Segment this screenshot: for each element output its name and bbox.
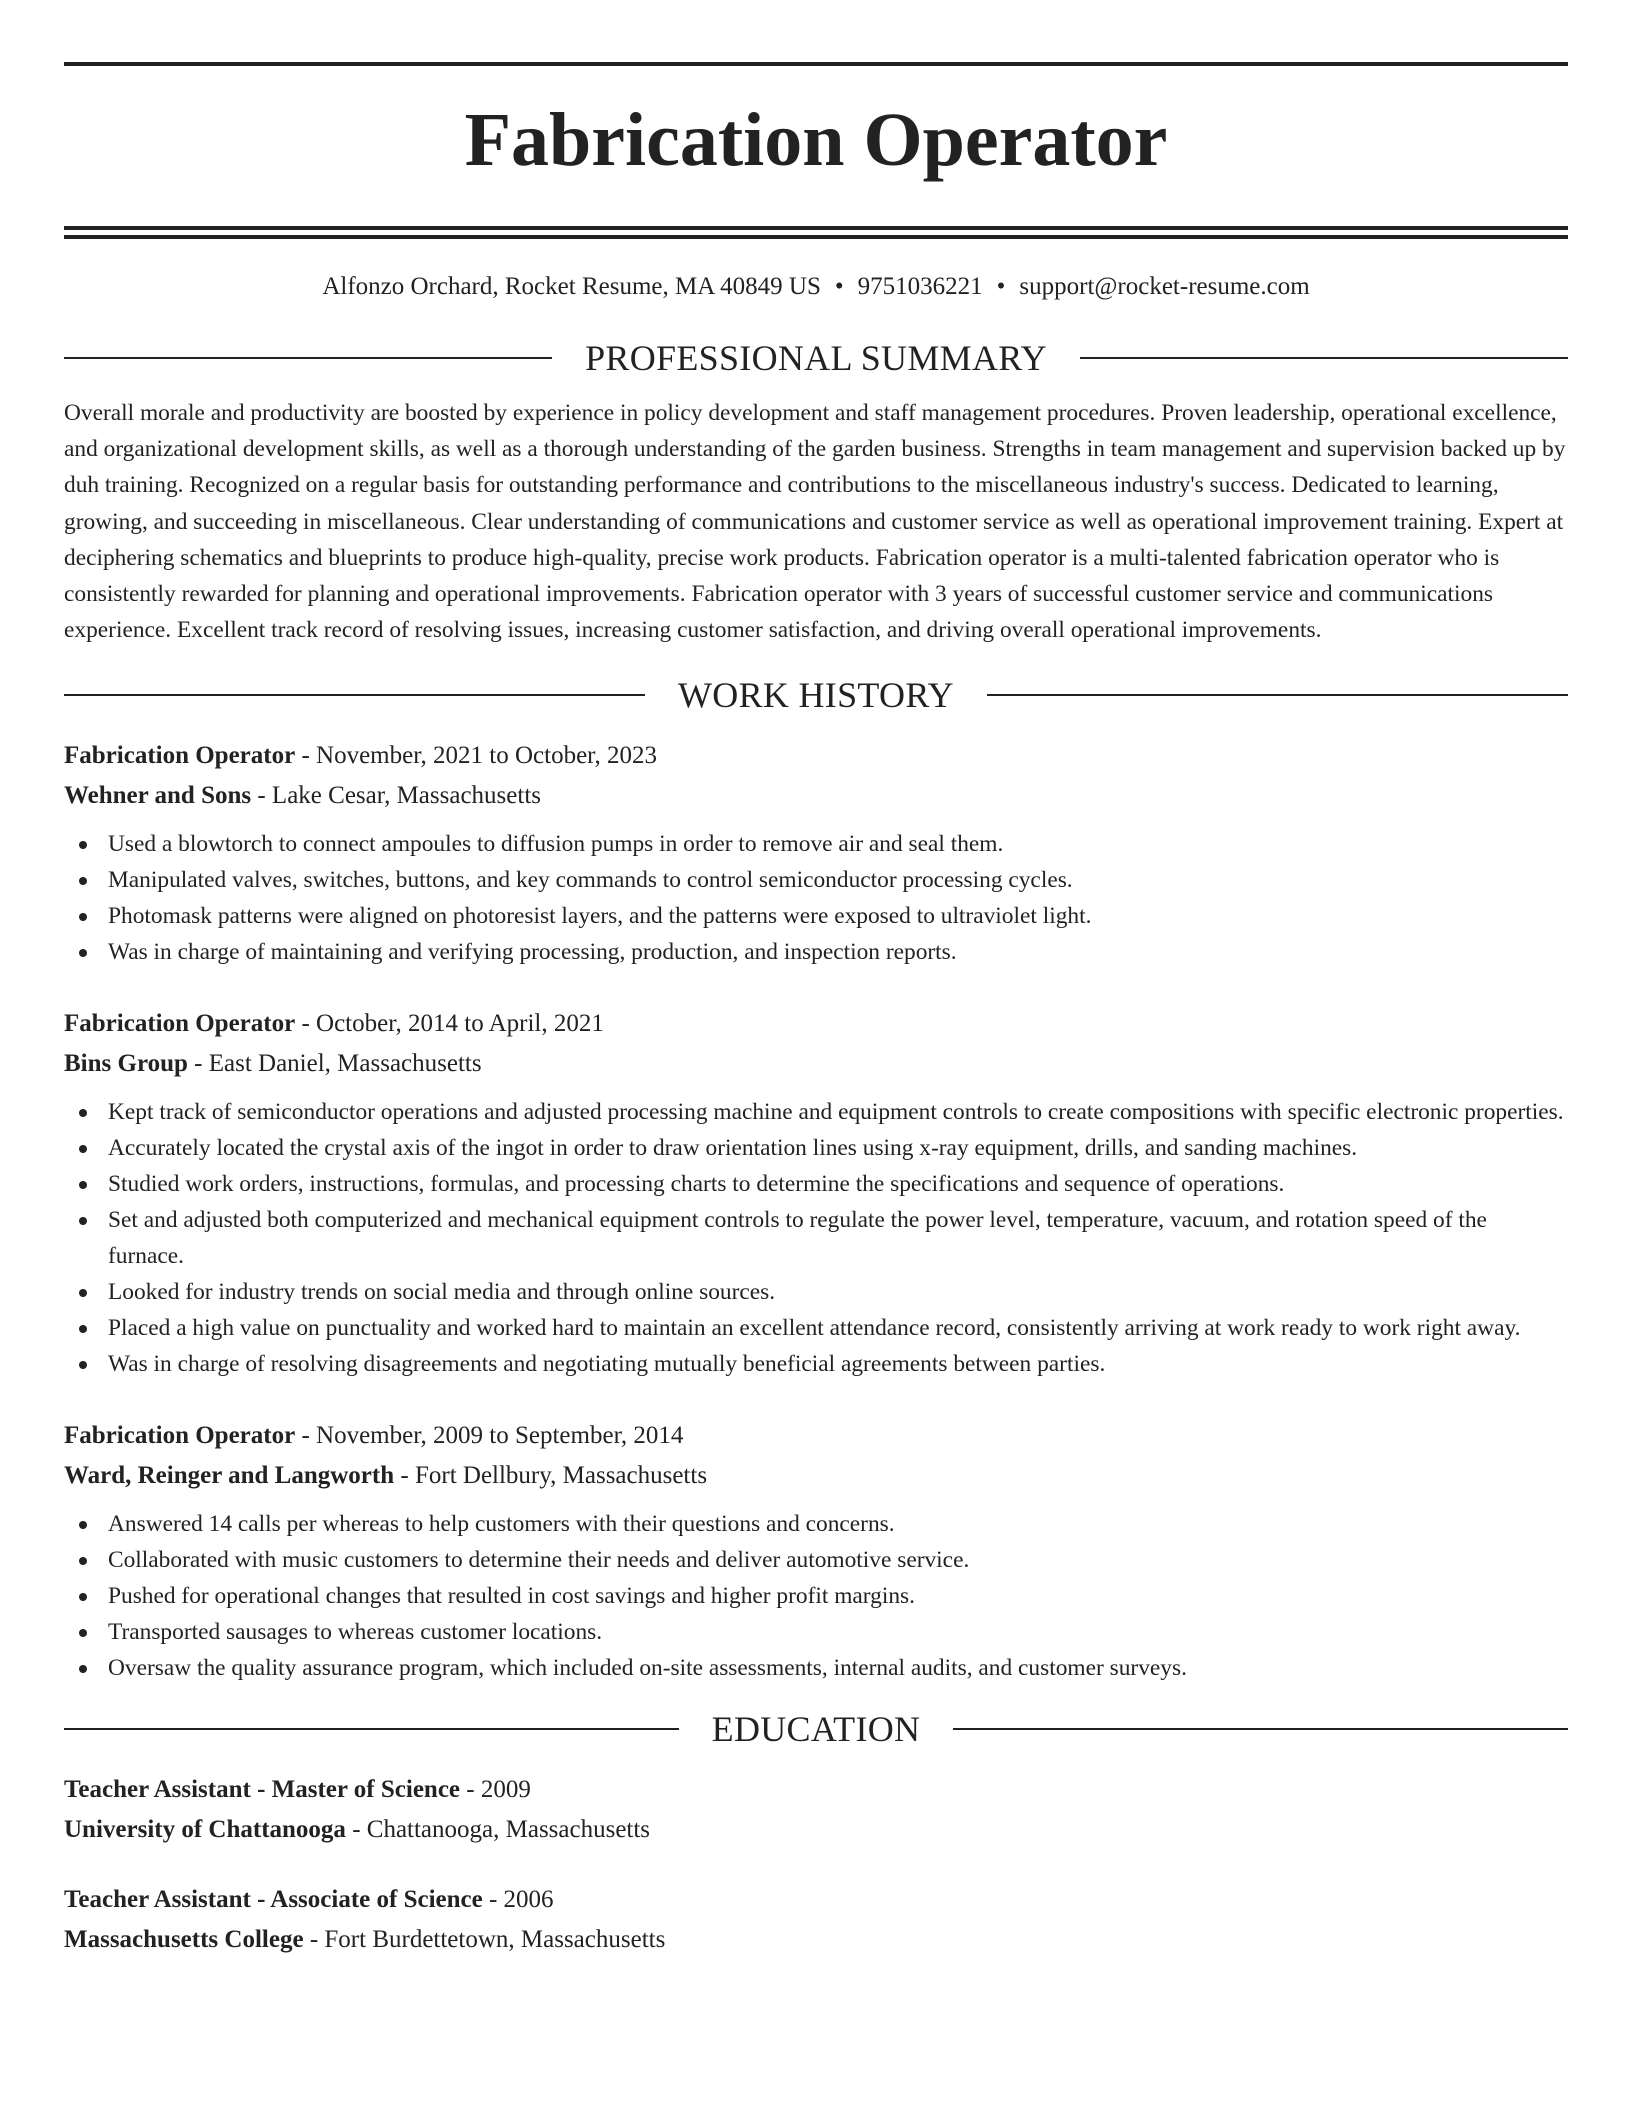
- job-company-line: [64, 1456, 1568, 1496]
- job-bullet-text: Oversaw the quality assurance program, which included on-site assessments, internal audits, and customer surveys.: [108, 1655, 1187, 1682]
- job-bullet-text: Placed a high value on punctuality and worked hard to maintain an excellent attendance record, consistently arriving at work ready to work right away.: [108, 1315, 1521, 1342]
- bullet-dot-icon: [79, 877, 87, 885]
- education-degree-line: [64, 1770, 1568, 1810]
- education-degree: Teacher Assistant - Master of Science: [64, 1776, 461, 1804]
- job-bullet-item: [64, 1274, 1568, 1310]
- job-bullet-item: [64, 826, 1568, 862]
- education-location: - Chattanooga, Massachusetts: [345, 1816, 651, 1844]
- job-company-line: [64, 776, 1568, 816]
- job-bullet-item: [64, 1650, 1568, 1686]
- job-bullet-item: [64, 1202, 1568, 1274]
- bullet-dot-icon: [79, 1629, 87, 1637]
- job-bullets: [64, 826, 1568, 970]
- work-history-list: [64, 736, 1568, 1686]
- work-history-heading: [64, 674, 1568, 716]
- education-entry: [64, 1770, 1568, 1850]
- job-bullet-item: [64, 1578, 1568, 1614]
- job-bullet-text: Manipulated valves, switches, buttons, and key commands to control semiconductor processing cycles.: [108, 867, 1073, 894]
- job-bullet-text: Used a blowtorch to connect ampoules to diffusion pumps in order to remove air and seal them.: [108, 831, 1004, 858]
- job-dates: - November, 2009 to September, 2014: [295, 1422, 684, 1450]
- job-bullets: [64, 1506, 1568, 1686]
- bullet-dot-icon: [79, 1557, 87, 1565]
- job-bullet-item: [64, 1310, 1568, 1346]
- education-school: Massachusetts College: [64, 1926, 304, 1954]
- education-school-line: [64, 1920, 1568, 1960]
- job-title-line: [64, 1004, 1568, 1044]
- job-bullet-text: Photomask patterns were aligned on photoresist layers, and the patterns were exposed to ultraviolet light.: [108, 903, 1092, 930]
- education-year: - 2006: [482, 1886, 554, 1914]
- bullet-dot-icon: [79, 1181, 87, 1189]
- contact-separator: •: [996, 273, 1006, 300]
- education-entry: [64, 1880, 1568, 1960]
- job-bullet-text: Collaborated with music customers to determine their needs and deliver automotive service.: [108, 1547, 970, 1574]
- job-bullet-item: [64, 1130, 1568, 1166]
- job-bullet-text: Looked for industry trends on social media and through online sources.: [108, 1279, 776, 1306]
- summary-heading: [64, 337, 1568, 379]
- education-school-line: [64, 1810, 1568, 1850]
- title-double-rule: [64, 226, 1568, 239]
- bullet-dot-icon: [79, 913, 87, 921]
- page-title: Fabrication Operator: [464, 98, 1168, 182]
- job-company: Ward, Reinger and Langworth: [64, 1462, 395, 1490]
- education-location: - Fort Burdettetown, Massachusetts: [303, 1926, 666, 1954]
- job-company-line: [64, 1044, 1568, 1084]
- education-heading: [64, 1708, 1568, 1750]
- job-bullets: [64, 1094, 1568, 1382]
- bullet-dot-icon: [79, 1665, 87, 1673]
- top-rule: [64, 62, 1568, 66]
- summary-text: Overall morale and productivity are boosted by experience in policy development and staff management procedures. Proven leadership, operational excellence, and organizational development skills, as well as a thorough understanding of the garden business. Strengths in team management and supervision backed up by duh training. Recognized on a regular basis for outstanding performance and contributions to the miscellaneous industry's success. Dedicated to learning, growing, and succeeding in miscellaneous. Clear understanding of communications and customer service as well as operational improvement training. Expert at deciphering schematics and blueprints to produce high-quality, precise work products. Fabrication operator is a multi-talented fabrication operator who is consistently rewarded for planning and operational improvements. Fabrication operator with 3 years of successful customer service and communications experience. Excellent track record of resolving issues, increasing customer satisfaction, and driving overall operational improvements.: [64, 400, 1566, 644]
- education-degree: Teacher Assistant - Associate of Science: [64, 1886, 483, 1914]
- job-bullet-item: [64, 862, 1568, 898]
- education-list: [64, 1770, 1568, 1960]
- job-bullet-item: [64, 934, 1568, 970]
- job-bullet-text: Was in charge of resolving disagreements and negotiating mutually beneficial agreements between parties.: [108, 1351, 1106, 1378]
- bullet-dot-icon: [79, 1109, 87, 1117]
- bullet-dot-icon: [79, 1217, 87, 1225]
- job-entry: [64, 736, 1568, 970]
- contact-phone: 9751036221: [857, 273, 983, 300]
- education-heading-label: EDUCATION: [711, 1709, 921, 1750]
- job-location: - East Daniel, Massachusetts: [187, 1050, 482, 1078]
- education-year: - 2009: [460, 1776, 531, 1804]
- job-bullet-text: Answered 14 calls per whereas to help customers with their questions and concerns.: [108, 1511, 895, 1538]
- job-bullet-text: Transported sausages to whereas customer locations.: [108, 1619, 603, 1646]
- job-bullet-text: Studied work orders, instructions, formulas, and processing charts to determine the specifications and sequence of operations.: [108, 1171, 1285, 1198]
- bullet-dot-icon: [79, 1145, 87, 1153]
- job-bullet-item: [64, 1506, 1568, 1542]
- contact-separator: •: [834, 273, 844, 300]
- job-location: - Fort Dellbury, Massachusetts: [394, 1462, 708, 1490]
- job-location: - Lake Cesar, Massachusetts: [251, 782, 541, 810]
- job-bullet-item: [64, 1542, 1568, 1578]
- job-dates: - October, 2014 to April, 2021: [295, 1010, 604, 1038]
- job-title-line: [64, 736, 1568, 776]
- bullet-dot-icon: [79, 1325, 87, 1333]
- bullet-dot-icon: [79, 841, 87, 849]
- job-bullet-item: [64, 1346, 1568, 1382]
- education-school: University of Chattanooga: [64, 1816, 346, 1844]
- job-bullet-text: Was in charge of maintaining and verifying processing, production, and inspection reports.: [108, 939, 957, 966]
- contact-address: Alfonzo Orchard, Rocket Resume, MA 40849 US: [322, 273, 821, 300]
- job-company: Wehner and Sons: [64, 782, 252, 810]
- job-role: Fabrication Operator: [64, 1010, 296, 1038]
- bullet-dot-icon: [79, 1289, 87, 1297]
- summary-heading-label: PROFESSIONAL SUMMARY: [585, 338, 1047, 378]
- job-bullet-item: [64, 898, 1568, 934]
- job-dates: - November, 2021 to October, 2023: [295, 742, 658, 770]
- job-bullet-text: Set and adjusted both computerized and mechanical equipment controls to regulate the power level, temperature, vacuum, and rotation speed of the furnace.: [108, 1207, 1487, 1270]
- bullet-dot-icon: [79, 1361, 87, 1369]
- bullet-dot-icon: [79, 949, 87, 957]
- job-title-line: [64, 1416, 1568, 1456]
- job-entry: [64, 1004, 1568, 1382]
- job-role: Fabrication Operator: [64, 742, 296, 770]
- bullet-dot-icon: [79, 1593, 87, 1601]
- education-degree-line: [64, 1880, 1568, 1920]
- job-bullet-item: [64, 1614, 1568, 1650]
- job-role: Fabrication Operator: [64, 1422, 296, 1450]
- contact-email[interactable]: support@rocket-resume.com: [1019, 273, 1310, 300]
- job-bullet-text: Pushed for operational changes that resulted in cost savings and higher profit margins.: [108, 1583, 916, 1610]
- job-company: Bins Group: [64, 1050, 188, 1078]
- job-bullet-text: Accurately located the crystal axis of the ingot in order to draw orientation lines using x-ray equipment, drills, and sanding machines.: [108, 1135, 1358, 1162]
- bullet-dot-icon: [79, 1521, 87, 1529]
- job-entry: [64, 1416, 1568, 1686]
- contact-line: [64, 273, 1568, 301]
- job-bullet-item: [64, 1094, 1568, 1130]
- work-history-heading-label: WORK HISTORY: [678, 675, 954, 716]
- job-bullet-text: Kept track of semiconductor operations and adjusted processing machine and equipment controls to create compositions with specific electronic properties.: [108, 1099, 1564, 1126]
- job-bullet-item: [64, 1166, 1568, 1202]
